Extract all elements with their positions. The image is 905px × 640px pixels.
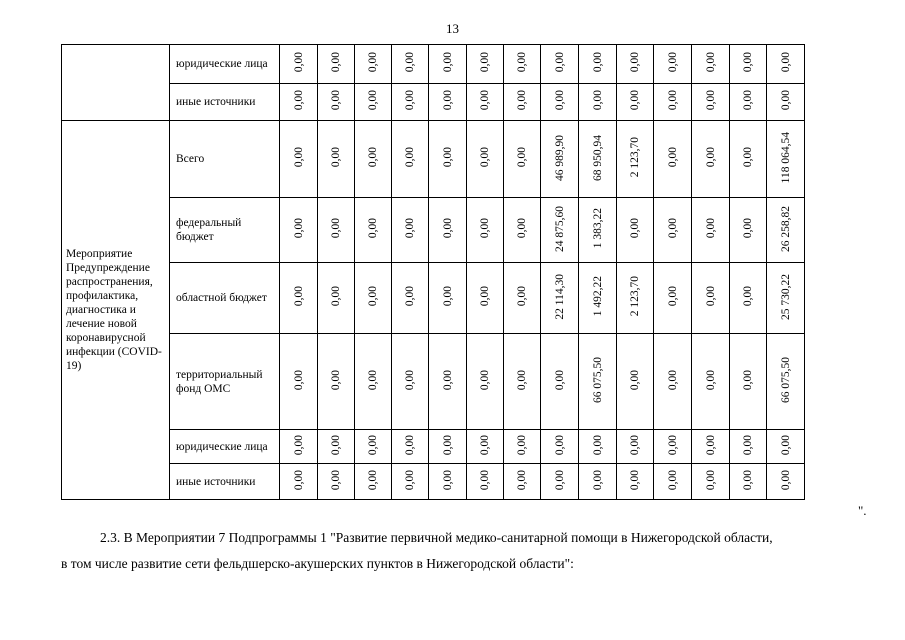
funding-source-cell: юридические лица [170, 430, 280, 464]
value-text: 0,00 [704, 218, 717, 239]
value-text: 0,00 [742, 52, 754, 73]
funding-source-cell: Всего [170, 121, 280, 198]
value-cell [767, 334, 805, 430]
value-cell [280, 464, 318, 500]
value-text: 0,00 [516, 147, 528, 168]
value-cell [541, 198, 579, 263]
value-text: 0,00 [704, 369, 717, 391]
value-text: 0,00 [330, 52, 342, 73]
value-text: 118 064,54 [779, 131, 792, 184]
value-text: 0,00 [292, 286, 305, 307]
value-text: 0,00 [629, 90, 641, 111]
value-cell [392, 45, 429, 84]
value-cell [541, 464, 579, 500]
value-cell [767, 464, 805, 500]
value-cell [730, 334, 767, 430]
value-text: 0,00 [553, 52, 566, 73]
value-cell [767, 84, 805, 121]
table-row [62, 121, 805, 198]
value-text: 0,00 [441, 218, 454, 239]
value-text: 0,00 [367, 286, 379, 307]
value-text: 0,00 [779, 469, 792, 491]
value-text: 0,00 [367, 369, 379, 391]
value-cell [318, 198, 355, 263]
value-text: 0,00 [404, 434, 416, 456]
value-cell [280, 263, 318, 334]
value-cell [429, 45, 467, 84]
value-text: 26 258,82 [779, 205, 792, 252]
value-cell [617, 45, 654, 84]
table-row [62, 464, 805, 500]
value-text: 0,00 [704, 469, 717, 491]
value-text: 0,00 [779, 434, 792, 456]
value-text: 0,00 [479, 147, 491, 168]
value-cell [504, 45, 541, 84]
value-text: 0,00 [292, 90, 305, 111]
value-cell [429, 334, 467, 430]
value-text: 0,00 [441, 369, 454, 391]
value-text: 0,00 [666, 218, 679, 239]
value-cell [504, 121, 541, 198]
value-text: 0,00 [479, 369, 491, 391]
value-text: 22 114,30 [553, 273, 566, 320]
value-text: 66 075,50 [591, 357, 604, 403]
value-text: 0,00 [629, 434, 641, 456]
value-cell [730, 121, 767, 198]
value-cell [280, 334, 318, 430]
value-cell [467, 334, 504, 430]
value-cell [617, 84, 654, 121]
value-cell [654, 464, 692, 500]
table-row [62, 263, 805, 334]
value-cell [504, 263, 541, 334]
value-text: 0,00 [742, 469, 754, 491]
value-text: 68 950,94 [591, 134, 604, 181]
value-cell [579, 121, 617, 198]
value-cell [579, 45, 617, 84]
value-cell [730, 198, 767, 263]
value-text: 0,00 [742, 286, 754, 307]
value-cell [654, 198, 692, 263]
funding-source-cell: юридические лица [170, 45, 280, 84]
value-cell [654, 121, 692, 198]
value-cell [579, 430, 617, 464]
value-cell [318, 263, 355, 334]
value-cell [429, 430, 467, 464]
value-cell [355, 121, 392, 198]
value-text: 0,00 [292, 469, 305, 491]
value-text: 0,00 [479, 434, 491, 456]
funding-source-cell: федеральный бюджет [170, 198, 280, 263]
value-text: 0,00 [367, 147, 379, 168]
value-cell [280, 84, 318, 121]
value-cell [467, 198, 504, 263]
value-cell [541, 263, 579, 334]
value-text: 0,00 [516, 52, 528, 73]
value-cell [392, 263, 429, 334]
value-text: 0,00 [367, 52, 379, 73]
value-cell [280, 430, 318, 464]
value-text: 0,00 [404, 218, 416, 239]
value-text: 0,00 [666, 369, 679, 391]
value-cell [280, 121, 318, 198]
value-text: 0,00 [441, 434, 454, 456]
value-text: 0,00 [553, 369, 566, 391]
value-cell [429, 121, 467, 198]
value-text: 0,00 [666, 52, 679, 73]
value-cell [617, 198, 654, 263]
value-cell [355, 84, 392, 121]
value-text: 0,00 [629, 369, 641, 391]
value-cell [692, 45, 730, 84]
value-cell [392, 334, 429, 430]
funding-table [61, 44, 805, 500]
value-text: 66 075,50 [779, 357, 792, 403]
funding-source-cell: иные источники [170, 464, 280, 500]
value-text: 0,00 [367, 434, 379, 456]
value-text: 0,00 [479, 218, 491, 239]
value-cell [355, 45, 392, 84]
table-row [62, 45, 805, 84]
value-cell [692, 121, 730, 198]
value-text: 0,00 [553, 90, 566, 111]
value-text: 0,00 [330, 90, 342, 111]
value-text: 0,00 [704, 52, 717, 73]
value-text: 0,00 [479, 286, 491, 307]
value-text: 0,00 [553, 469, 566, 491]
value-cell [467, 84, 504, 121]
value-cell [692, 198, 730, 263]
value-text: 0,00 [330, 369, 342, 391]
paragraph-line-2: в том числе развитие сети фельдшерско-акушерских пунктов в Нижегородской области": [61, 556, 574, 571]
value-text: 0,00 [404, 52, 416, 73]
value-text: 0,00 [516, 369, 528, 391]
value-text: 24 875,60 [553, 205, 566, 252]
value-cell [467, 121, 504, 198]
value-cell [730, 263, 767, 334]
value-cell [355, 430, 392, 464]
value-cell [392, 121, 429, 198]
value-text: 0,00 [330, 434, 342, 456]
value-cell [318, 121, 355, 198]
value-cell [318, 464, 355, 500]
value-text: 0,00 [629, 218, 641, 239]
value-cell [392, 198, 429, 263]
value-cell [767, 121, 805, 198]
value-cell [318, 84, 355, 121]
value-text: 0,00 [666, 90, 679, 111]
value-cell [730, 430, 767, 464]
value-cell [579, 334, 617, 430]
value-text: 0,00 [330, 469, 342, 491]
value-cell [730, 45, 767, 84]
value-text: 0,00 [629, 52, 641, 73]
value-cell [392, 430, 429, 464]
value-text: 0,00 [292, 218, 305, 239]
value-cell [654, 430, 692, 464]
page-number: 13 [446, 21, 459, 36]
value-cell [617, 121, 654, 198]
value-text: 1 383,22 [591, 208, 604, 249]
value-cell [767, 198, 805, 263]
value-cell [392, 84, 429, 121]
value-cell [429, 263, 467, 334]
value-text: 0,00 [742, 218, 754, 239]
value-cell [541, 121, 579, 198]
table-row [62, 198, 805, 263]
value-cell [541, 45, 579, 84]
value-text: 0,00 [629, 469, 641, 491]
value-cell [541, 84, 579, 121]
value-cell [617, 263, 654, 334]
value-text: 0,00 [516, 90, 528, 111]
value-cell [692, 430, 730, 464]
value-cell [541, 430, 579, 464]
value-cell [280, 198, 318, 263]
value-cell [579, 464, 617, 500]
value-cell [692, 464, 730, 500]
value-text: 0,00 [404, 369, 416, 391]
value-cell [692, 334, 730, 430]
value-cell [504, 198, 541, 263]
value-cell [355, 263, 392, 334]
value-cell [318, 45, 355, 84]
value-text: 0,00 [666, 469, 679, 491]
value-cell [654, 263, 692, 334]
value-text: 0,00 [367, 218, 379, 239]
value-cell [280, 45, 318, 84]
value-text: 0,00 [704, 286, 717, 307]
value-cell [730, 464, 767, 500]
value-cell [654, 84, 692, 121]
value-text: 0,00 [441, 286, 454, 307]
value-cell [504, 84, 541, 121]
value-text: 0,00 [704, 147, 717, 168]
value-cell [429, 84, 467, 121]
value-text: 0,00 [591, 90, 604, 111]
value-text: 2 123,70 [629, 276, 641, 317]
value-cell [767, 430, 805, 464]
value-cell [392, 464, 429, 500]
value-text: 0,00 [441, 469, 454, 491]
value-cell [355, 198, 392, 263]
value-cell [730, 84, 767, 121]
paragraph-line-1: 2.3. В Мероприятии 7 Подпрограммы 1 "Развитие первичной медико-санитарной помощи в Нижегородской области, [100, 530, 773, 545]
value-text: 0,00 [404, 90, 416, 111]
value-text: 0,00 [516, 469, 528, 491]
value-cell [355, 464, 392, 500]
value-cell [654, 45, 692, 84]
value-text: 25 730,22 [779, 273, 792, 320]
value-cell [767, 45, 805, 84]
value-text: 0,00 [367, 469, 379, 491]
value-text: 0,00 [591, 434, 604, 456]
value-text: 0,00 [404, 147, 416, 168]
value-text: 0,00 [666, 434, 679, 456]
value-cell [692, 84, 730, 121]
table-row [62, 334, 805, 430]
value-cell [467, 430, 504, 464]
value-cell [579, 198, 617, 263]
activity-cell: Мероприятие Предупреждение распространения, профилактика, диагностика и лечение новой коронавирусной инфекции (COVID-19) [62, 121, 170, 500]
value-text: 0,00 [516, 434, 528, 456]
closing-quote: ". [858, 503, 867, 518]
value-text: 0,00 [404, 286, 416, 307]
activity-cell [62, 45, 170, 121]
value-cell [767, 263, 805, 334]
value-text: 0,00 [479, 52, 491, 73]
value-cell [504, 334, 541, 430]
value-cell [467, 45, 504, 84]
value-cell [617, 464, 654, 500]
value-text: 0,00 [441, 52, 454, 73]
value-text: 0,00 [516, 218, 528, 239]
value-cell [617, 334, 654, 430]
value-text: 0,00 [479, 469, 491, 491]
value-cell [318, 430, 355, 464]
value-text: 0,00 [516, 286, 528, 307]
value-cell [579, 84, 617, 121]
value-text: 2 123,70 [629, 137, 641, 178]
value-text: 0,00 [330, 218, 342, 239]
value-text: 0,00 [742, 147, 754, 168]
value-text: 0,00 [292, 369, 305, 391]
value-cell [467, 464, 504, 500]
value-text: 0,00 [742, 434, 754, 456]
value-cell [318, 334, 355, 430]
value-text: 0,00 [441, 90, 454, 111]
value-text: 0,00 [779, 52, 792, 73]
value-text: 0,00 [404, 469, 416, 491]
value-text: 0,00 [292, 52, 305, 73]
value-text: 0,00 [779, 90, 792, 111]
value-text: 0,00 [742, 90, 754, 111]
value-cell [429, 464, 467, 500]
value-cell [579, 263, 617, 334]
table-row [62, 84, 805, 121]
value-cell [504, 464, 541, 500]
value-text: 0,00 [591, 469, 604, 491]
funding-source-cell: иные источники [170, 84, 280, 121]
value-text: 0,00 [330, 286, 342, 307]
value-text: 0,00 [666, 147, 679, 168]
value-cell [355, 334, 392, 430]
value-cell [654, 334, 692, 430]
value-text: 0,00 [553, 434, 566, 456]
value-text: 0,00 [704, 90, 717, 111]
value-text: 0,00 [479, 90, 491, 111]
value-cell [617, 430, 654, 464]
value-text: 0,00 [292, 147, 305, 168]
value-cell [504, 430, 541, 464]
funding-source-cell: областной бюджет [170, 263, 280, 334]
value-cell [692, 263, 730, 334]
value-text: 0,00 [441, 147, 454, 168]
value-text: 1 492,22 [591, 276, 604, 317]
value-cell [429, 198, 467, 263]
value-text: 0,00 [742, 369, 754, 391]
value-cell [541, 334, 579, 430]
value-text: 0,00 [591, 52, 604, 73]
funding-source-cell: территориальный фонд ОМС [170, 334, 280, 430]
value-text: 0,00 [330, 147, 342, 168]
value-text: 0,00 [367, 90, 379, 111]
value-cell [467, 263, 504, 334]
value-text: 0,00 [292, 434, 305, 456]
value-text: 0,00 [666, 286, 679, 307]
table-row [62, 430, 805, 464]
value-text: 46 989,90 [553, 134, 566, 181]
value-text: 0,00 [704, 434, 717, 456]
